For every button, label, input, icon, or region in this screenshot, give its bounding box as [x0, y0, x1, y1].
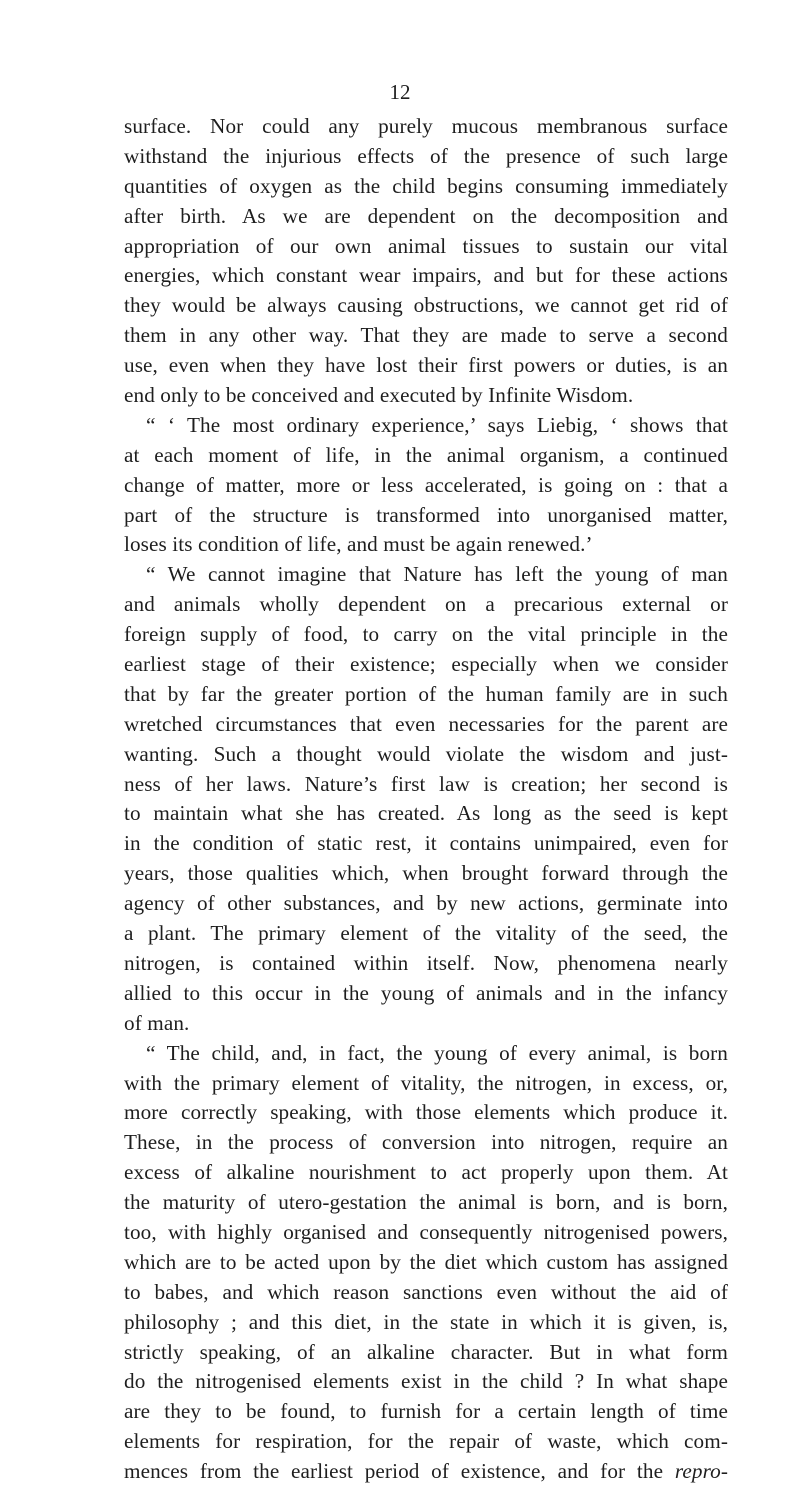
body-text: [124, 112, 728, 1487]
text-line: a plant. The primary element of the vitality of the seed, the: [124, 921, 728, 946]
text-line: with the primary element of vitality, the nitrogen, in excess, or,: [124, 1070, 728, 1095]
text-line: appropriation of our own animal tissues to sustain our vital: [124, 233, 728, 258]
text-line: are they to be found, to furnish for a certain length of time: [124, 1399, 728, 1424]
text-line: energies, which constant wear impairs, and but for these actions: [124, 263, 728, 288]
text-line: agency of other substances, and by new actions, germinate into: [124, 891, 728, 916]
text-line: years, those qualities which, when brought forward through the: [124, 861, 728, 886]
text-line: [124, 1457, 728, 1487]
text-line: change of matter, more or less accelerated, is going on : that a: [124, 472, 728, 497]
text-line: after birth. As we are dependent on the decomposition and: [124, 203, 728, 228]
text-line: of man.: [124, 1010, 190, 1035]
text-line: the maturity of utero-gestation the animal is born, and is born,: [124, 1190, 728, 1215]
text-line: do the nitrogenised elements exist in the child ? In what shape: [124, 1369, 728, 1394]
text-line: which are to be acted upon by the diet which custom has assigned: [124, 1249, 728, 1274]
text-line: use, even when they have lost their first powers or duties, is an: [124, 353, 728, 378]
text-line: foreign supply of food, to carry on the vital principle in the: [124, 622, 728, 647]
text-line: “ ‘ The most ordinary experience,’ says Liebig, ‘ shows that: [146, 412, 728, 437]
text-line: in the condition of static rest, it contains unimpaired, even for: [124, 831, 728, 856]
text-line: allied to this occur in the young of animals and in the infancy: [124, 980, 728, 1005]
text-line: nitrogen, is contained within itself. Now, phenomena nearly: [124, 950, 728, 975]
text-line: at each moment of life, in the animal organism, a continued: [124, 442, 728, 467]
page-number: 12: [389, 80, 411, 104]
text-line: and animals wholly dependent on a precarious external or: [124, 592, 728, 617]
text-line: they would be always causing obstructions, we cannot get rid of: [124, 293, 728, 318]
text-line: to maintain what she has created. As long as the seed is kept: [124, 801, 728, 826]
text-line: ness of her laws. Nature’s first law is creation; her second is: [124, 771, 728, 796]
text-line: that by far the greater portion of the human family are in such: [124, 681, 728, 706]
text-line: them in any other way. That they are made to serve a second: [124, 323, 728, 348]
text-line: end only to be conceived and executed by Infinite Wisdom.: [124, 383, 634, 408]
text-line: loses its condition of life, and must be again renewed.’: [124, 532, 593, 557]
text-line: too, with highly organised and consequently nitrogenised powers,: [124, 1219, 728, 1244]
text-line: strictly speaking, of an alkaline character. But in what form: [124, 1339, 728, 1364]
text-line-main: mences from the earliest period of existence, and for the: [124, 1459, 664, 1484]
text-line: quantities of oxygen as the child begins consuming immediately: [124, 173, 728, 198]
text-line: wretched circumstances that even necessaries for the parent are: [124, 711, 728, 736]
text-line: surface. Nor could any purely mucous membranous surface: [124, 114, 728, 138]
italic-word: repro-: [674, 1459, 728, 1484]
text-line: “ The child, and, in fact, the young of every animal, is born: [146, 1040, 728, 1065]
text-line: wanting. Such a thought would violate the wisdom and just-: [124, 741, 728, 766]
text-line: part of the structure is transformed into unorganised matter,: [124, 502, 728, 527]
text-line: elements for respiration, for the repair of waste, which com-: [124, 1429, 728, 1454]
text-line: These, in the process of conversion into nitrogen, require an: [124, 1130, 728, 1155]
text-line: “ We cannot imagine that Nature has left the young of man: [146, 562, 728, 587]
text-line: withstand the injurious effects of the presence of such large: [124, 143, 728, 168]
text-line: to babes, and which reason sanctions even without the aid of: [124, 1279, 728, 1304]
text-line: philosophy ; and this diet, in the state in which it is given, is,: [124, 1309, 728, 1334]
text-line: earliest stage of their existence; especially when we consider: [124, 652, 728, 677]
text-line: excess of alkaline nourishment to act properly upon them. At: [124, 1160, 728, 1185]
text-line: more correctly speaking, with those elements which produce it.: [124, 1100, 728, 1125]
